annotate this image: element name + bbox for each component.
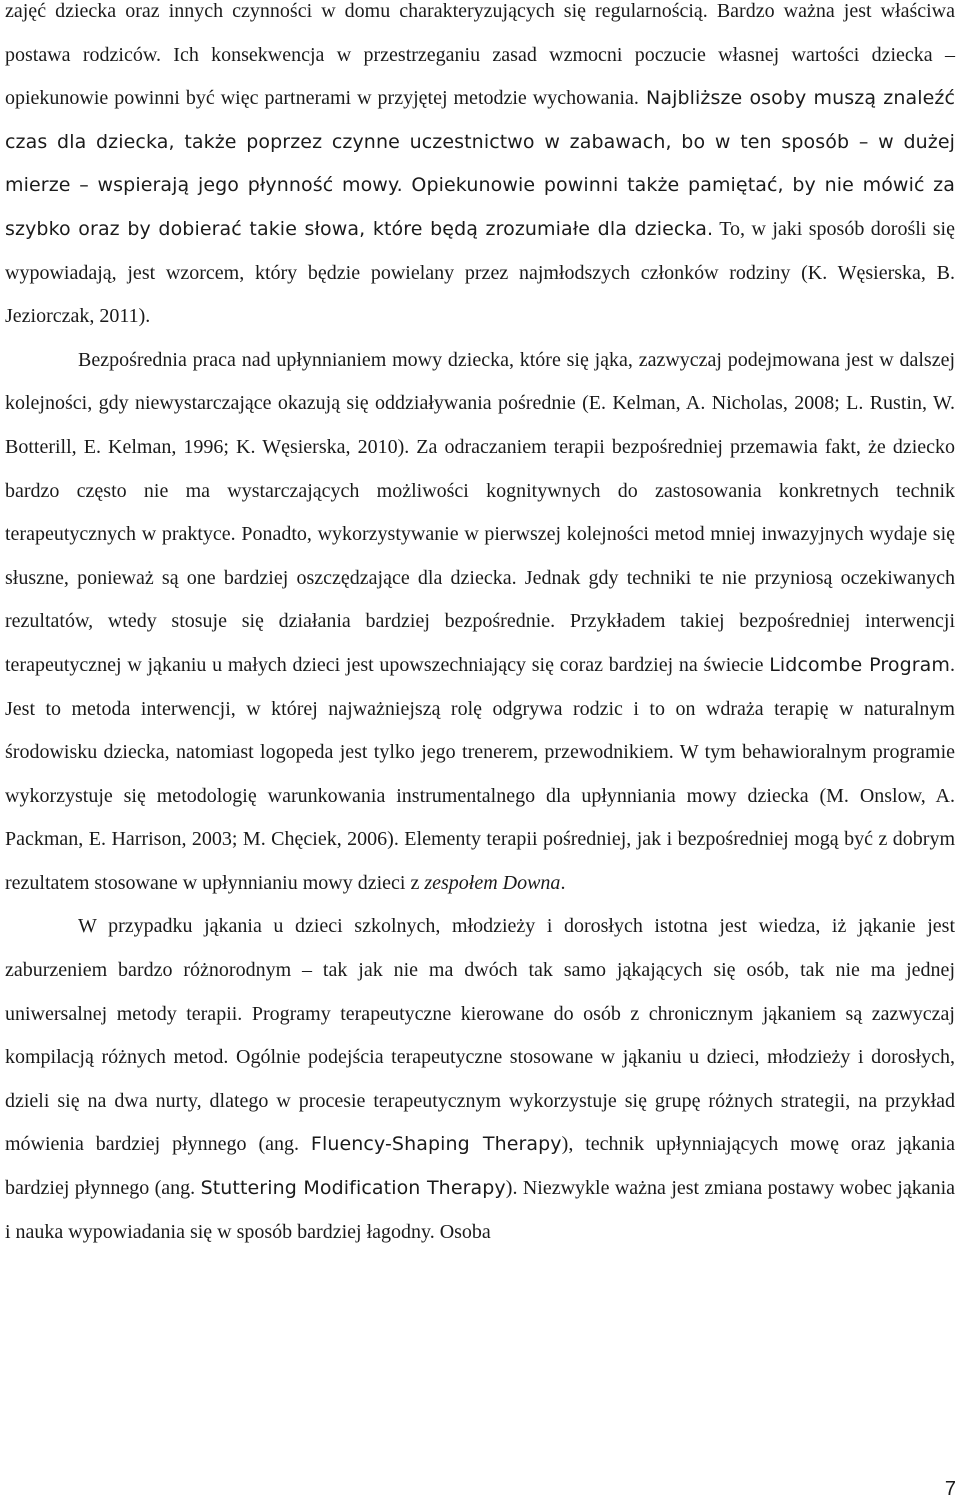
text-segment: Najbliższe osoby muszą znaleźć czas dla dziecka, także poprzez czynne uczestnictwo w zabawach, bo w ten sposób – w dużej mierze – wspierają jego płynność mowy. Opiekunowie powinni także pamiętać, by nie mówić za szybko oraz by dobierać takie słowa, które będą zrozumiałe dla dziecka. [5, 87, 955, 240]
text-segment: zespołem Downa [424, 871, 561, 894]
text-segment: . [560, 871, 566, 894]
body-text [5, 0, 955, 1254]
text-segment: Lidcombe Program [769, 653, 950, 676]
paragraph-3 [5, 905, 955, 1254]
text-segment: Fluency-Shaping Therapy [310, 1133, 562, 1156]
paragraph-2 [5, 339, 955, 906]
paragraph-1 [5, 0, 955, 339]
text-segment: Stuttering Modification Therapy [200, 1177, 506, 1200]
text-segment: zajęć dziecka oraz innych czynności w domu charakteryzujących się regularnością. Bardzo ważna jest właściwa postawa rodziców. Ich konsekwencja w przestrzeganiu zasad wzmocni poczucie własnej wartości dziecka – opiekunowie powinni być więc partnerami w przyjętej metodzie wychowania. [5, 0, 955, 110]
page-number: 7 [944, 1478, 956, 1500]
text-segment: . Jest to metoda interwencji, w której najważniejszą rolę odgrywa rodzic i to on wdraża terapię w naturalnym środowisku dziecka, natomiast logopeda jest tylko jego trenerem, przewodnikiem. W tym behawioralnym programie wykorzystuje się metodologię warunkowania instrumentalnego dla upłynniania mowy dziecka (M. Onslow, A. Packman, E. Harrison, 2003; M. Chęciek, 2006). Elementy terapii pośredniej, jak i bezpośredniej mogą być z dobrym rezultatem stosowane w upłynnianiu mowy dzieci z [5, 653, 955, 894]
text-segment: Bezpośrednia praca nad upłynnianiem mowy dziecka, które się jąka, zazwyczaj podejmowana jest w dalszej kolejności, gdy niewystarczające okazują się oddziaływania pośrednie (E. Kelman, A. Nicholas, 2008; L. Rustin, W. Botterill, E. Kelman, 1996; K. Węsierska, 2010). Za odraczaniem terapii bezpośredniej przemawia fakt, że dziecko bardzo często nie ma wystarczających możliwości kognitywnych do zastosowania konkretnych technik terapeutycznych w praktyce. Ponadto, wykorzystywanie w pierwszej kolejności metod mniej inwazyjnych wydaje się słuszne, ponieważ są one bardziej oszczędzające dla dziecka. Jednak gdy techniki te nie przyniosą oczekiwanych rezultatów, wtedy stosuje się działania bardziej bezpośrednie. Przykładem takiej bezpośredniej interwencji terapeutycznej w jąkaniu u małych dzieci jest upowszechniający się coraz bardziej na świecie [5, 348, 955, 676]
text-segment: To, w jaki sposób dorośli się wypowiadają, jest wzorcem, który będzie powielany przez najmłodszych członków rodziny (K. Węsierska, B. Jeziorczak, 2011). [5, 217, 955, 328]
text-segment: W przypadku jąkania u dzieci szkolnych, młodzieży i dorosłych istotna jest wiedza, iż jąkanie jest zaburzeniem bardzo różnorodnym – tak jak nie ma dwóch tak samo jąkających się osób, tak nie ma jednej uniwersalnej metody terapii. Programy terapeutyczne kierowane do osób z chronicznym jąkaniem są zazwyczaj kompilacją różnych metod. Ogólnie podejścia terapeutyczne stosowane w jąkaniu u dzieci, młodzieży i dorosłych, dzieli się na dwa nurty, dlatego w procesie terapeutycznym wykorzystuje się grupę różnych strategii, na przykład mówienia bardziej płynnego (ang. [5, 915, 955, 1156]
text-segment: ). Niezwykle ważna jest zmiana postawy wobec jąkania i nauka wypowiadania się w sposób bardziej łagodny. Osoba [5, 1177, 956, 1243]
text-segment: ), technik upłynniających mowę oraz jąkania bardziej płynnego (ang. [5, 1133, 955, 1200]
